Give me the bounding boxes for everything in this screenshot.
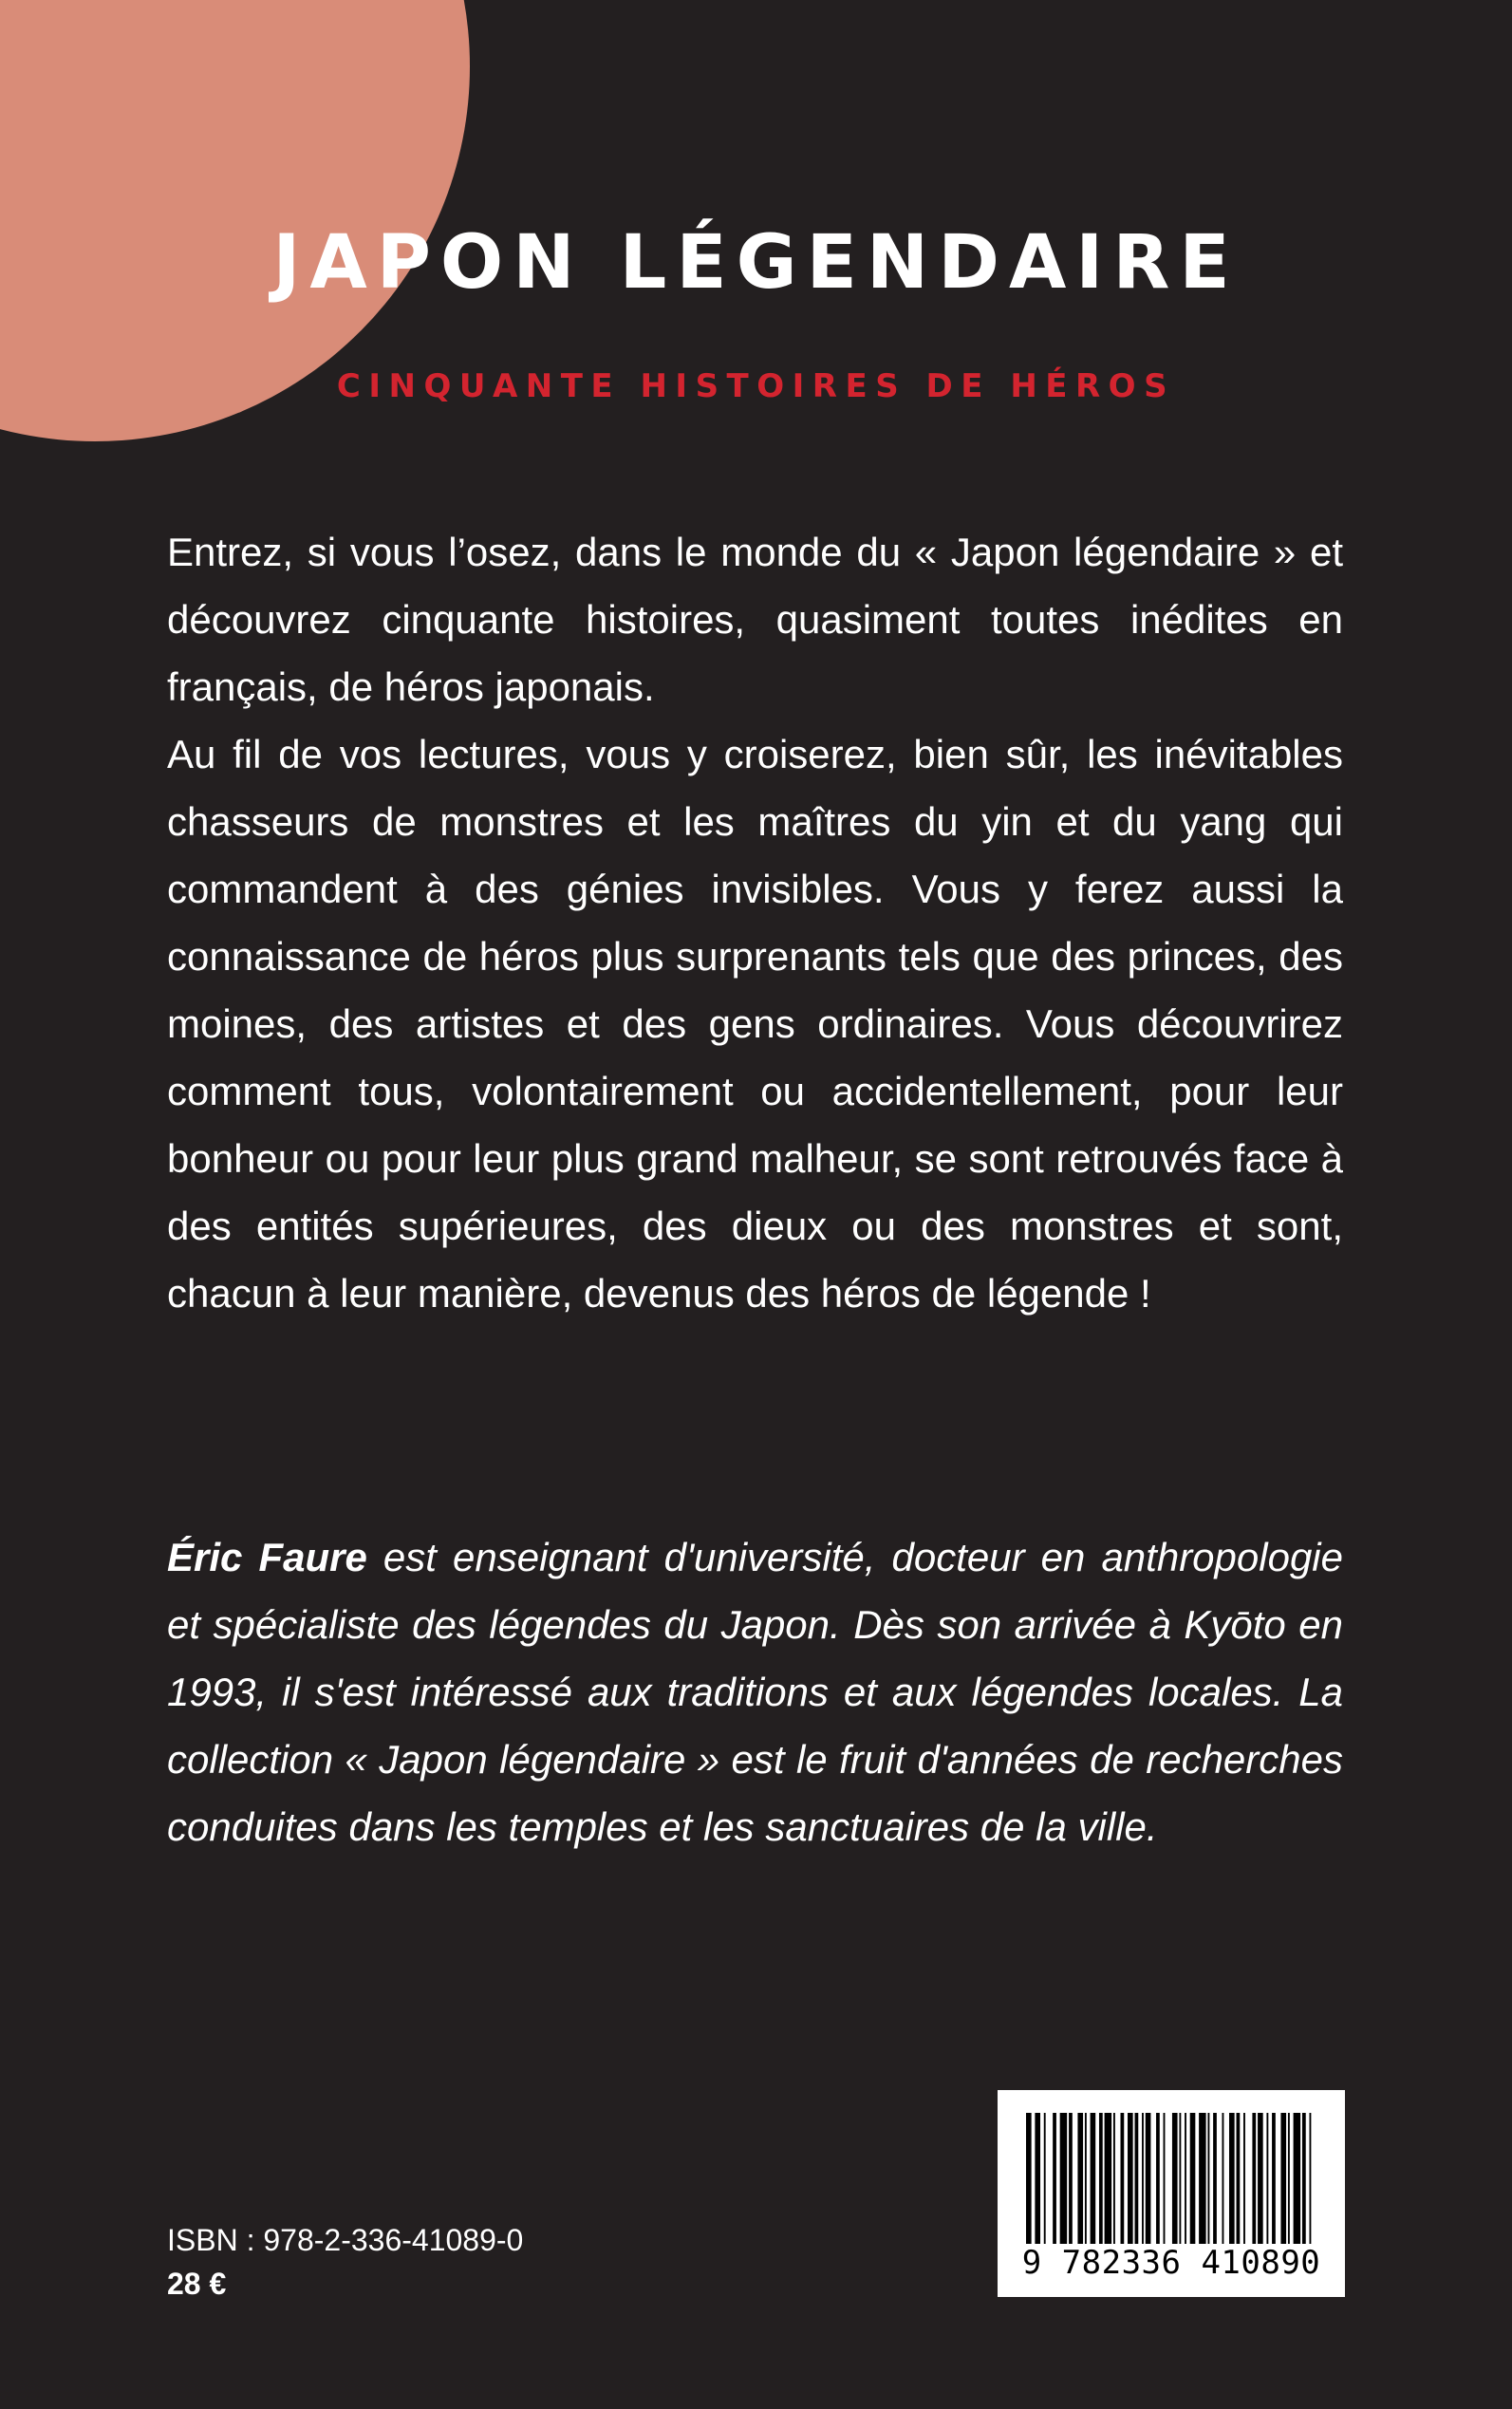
barcode-bar [1223,2113,1224,2244]
blurb-paragraph-1: Entrez, si vous l’osez, dans le monde du « Japon légendaire » et découvrez cinquante histoires, quasiment toutes inédites en français, de héros japonais. [167,530,1343,709]
price: 28 € [167,2267,227,2301]
barcode-bar [1294,2113,1301,2244]
book-title: JAPON LÉGENDAIRE [272,220,1240,306]
barcode-bar [1113,2113,1115,2244]
barcode-bar [1035,2113,1040,2244]
barcode-bar [1243,2113,1245,2244]
barcode-bar [1172,2113,1178,2244]
barcode-bar [1309,2113,1311,2244]
barcode-bar [1190,2113,1196,2244]
barcode-bar [1060,2113,1068,2244]
barcode-bar [1053,2113,1056,2244]
barcode-bar [1121,2113,1125,2244]
barcode-bar [1272,2113,1276,2244]
barcode-bar [1142,2113,1144,2244]
barcode-bar [1213,2113,1217,2244]
barcode-bar [1135,2113,1139,2244]
barcode-bar [1179,2113,1181,2244]
barcode-bar [1164,2113,1166,2244]
barcode-bar [1044,2113,1046,2244]
barcode-bar [1105,2113,1112,2244]
barcode-digits: 9 782336 410890 [1021,2244,1321,2282]
barcode-bar [1146,2113,1151,2244]
author-bio [167,1523,1343,1860]
barcode-bar [1026,2113,1032,2244]
barcode [998,2090,1345,2297]
barcode-bar [1085,2113,1087,2244]
isbn: ISBN : 978-2-336-41089-0 [167,2223,524,2257]
barcode-bar [1207,2113,1209,2244]
book-subtitle: CINQUANTE HISTOIRES DE HÉROS [336,367,1176,405]
barcode-bar [1302,2113,1306,2244]
barcode-bars [1026,2113,1316,2244]
barcode-bar [1091,2113,1096,2244]
barcode-bar [1252,2113,1256,2244]
barcode-bar [1077,2113,1083,2244]
author-name: Éric Faure [167,1535,367,1579]
barcode-bar [1156,2113,1160,2244]
barcode-bar [1237,2113,1241,2244]
author-bio-text: est enseignant d'université, docteur en anthropologie et spécialiste des légendes du Japon. Dès son arrivée à Kyōto en 1993, il s'est intéressé aux traditions et aux légendes locales. La collection « Japon légendaire » est le fruit d'années de recherches conduites dans les temples et les sanctuaires de la ville. [167,1535,1343,1849]
blurb-paragraph-2: Au fil de vos lectures, vous y croiserez, bien sûr, les inévitables chasseurs de monstres et les maîtres du yin et du yang qui commandent à des génies invisibles. Vous y ferez aussi la connaissance de héros plus surprenants tels que des princes, des moines, des artistes et des gens ordinaires. Vous découvrirez comment tous, volontairement ou accidentellement, pour leur bonheur ou pour leur plus grand malheur, se sont retrouvés face à des entités supérieures, des dieux ou des monstres et sont, chacun à leur manière, devenus des héros de légende ! [167,732,1343,1316]
barcode-bar [1199,2113,1206,2244]
blurb [167,518,1343,1327]
barcode-bar [1280,2113,1286,2244]
barcode-bar [1266,2113,1268,2244]
barcode-bar [1069,2113,1073,2244]
barcode-bar [1128,2113,1133,2244]
barcode-bar [1288,2113,1290,2244]
barcode-bar [1185,2113,1186,2244]
barcode-bar [1099,2113,1103,2244]
barcode-bar [1258,2113,1263,2244]
barcode-bar [1229,2113,1235,2244]
